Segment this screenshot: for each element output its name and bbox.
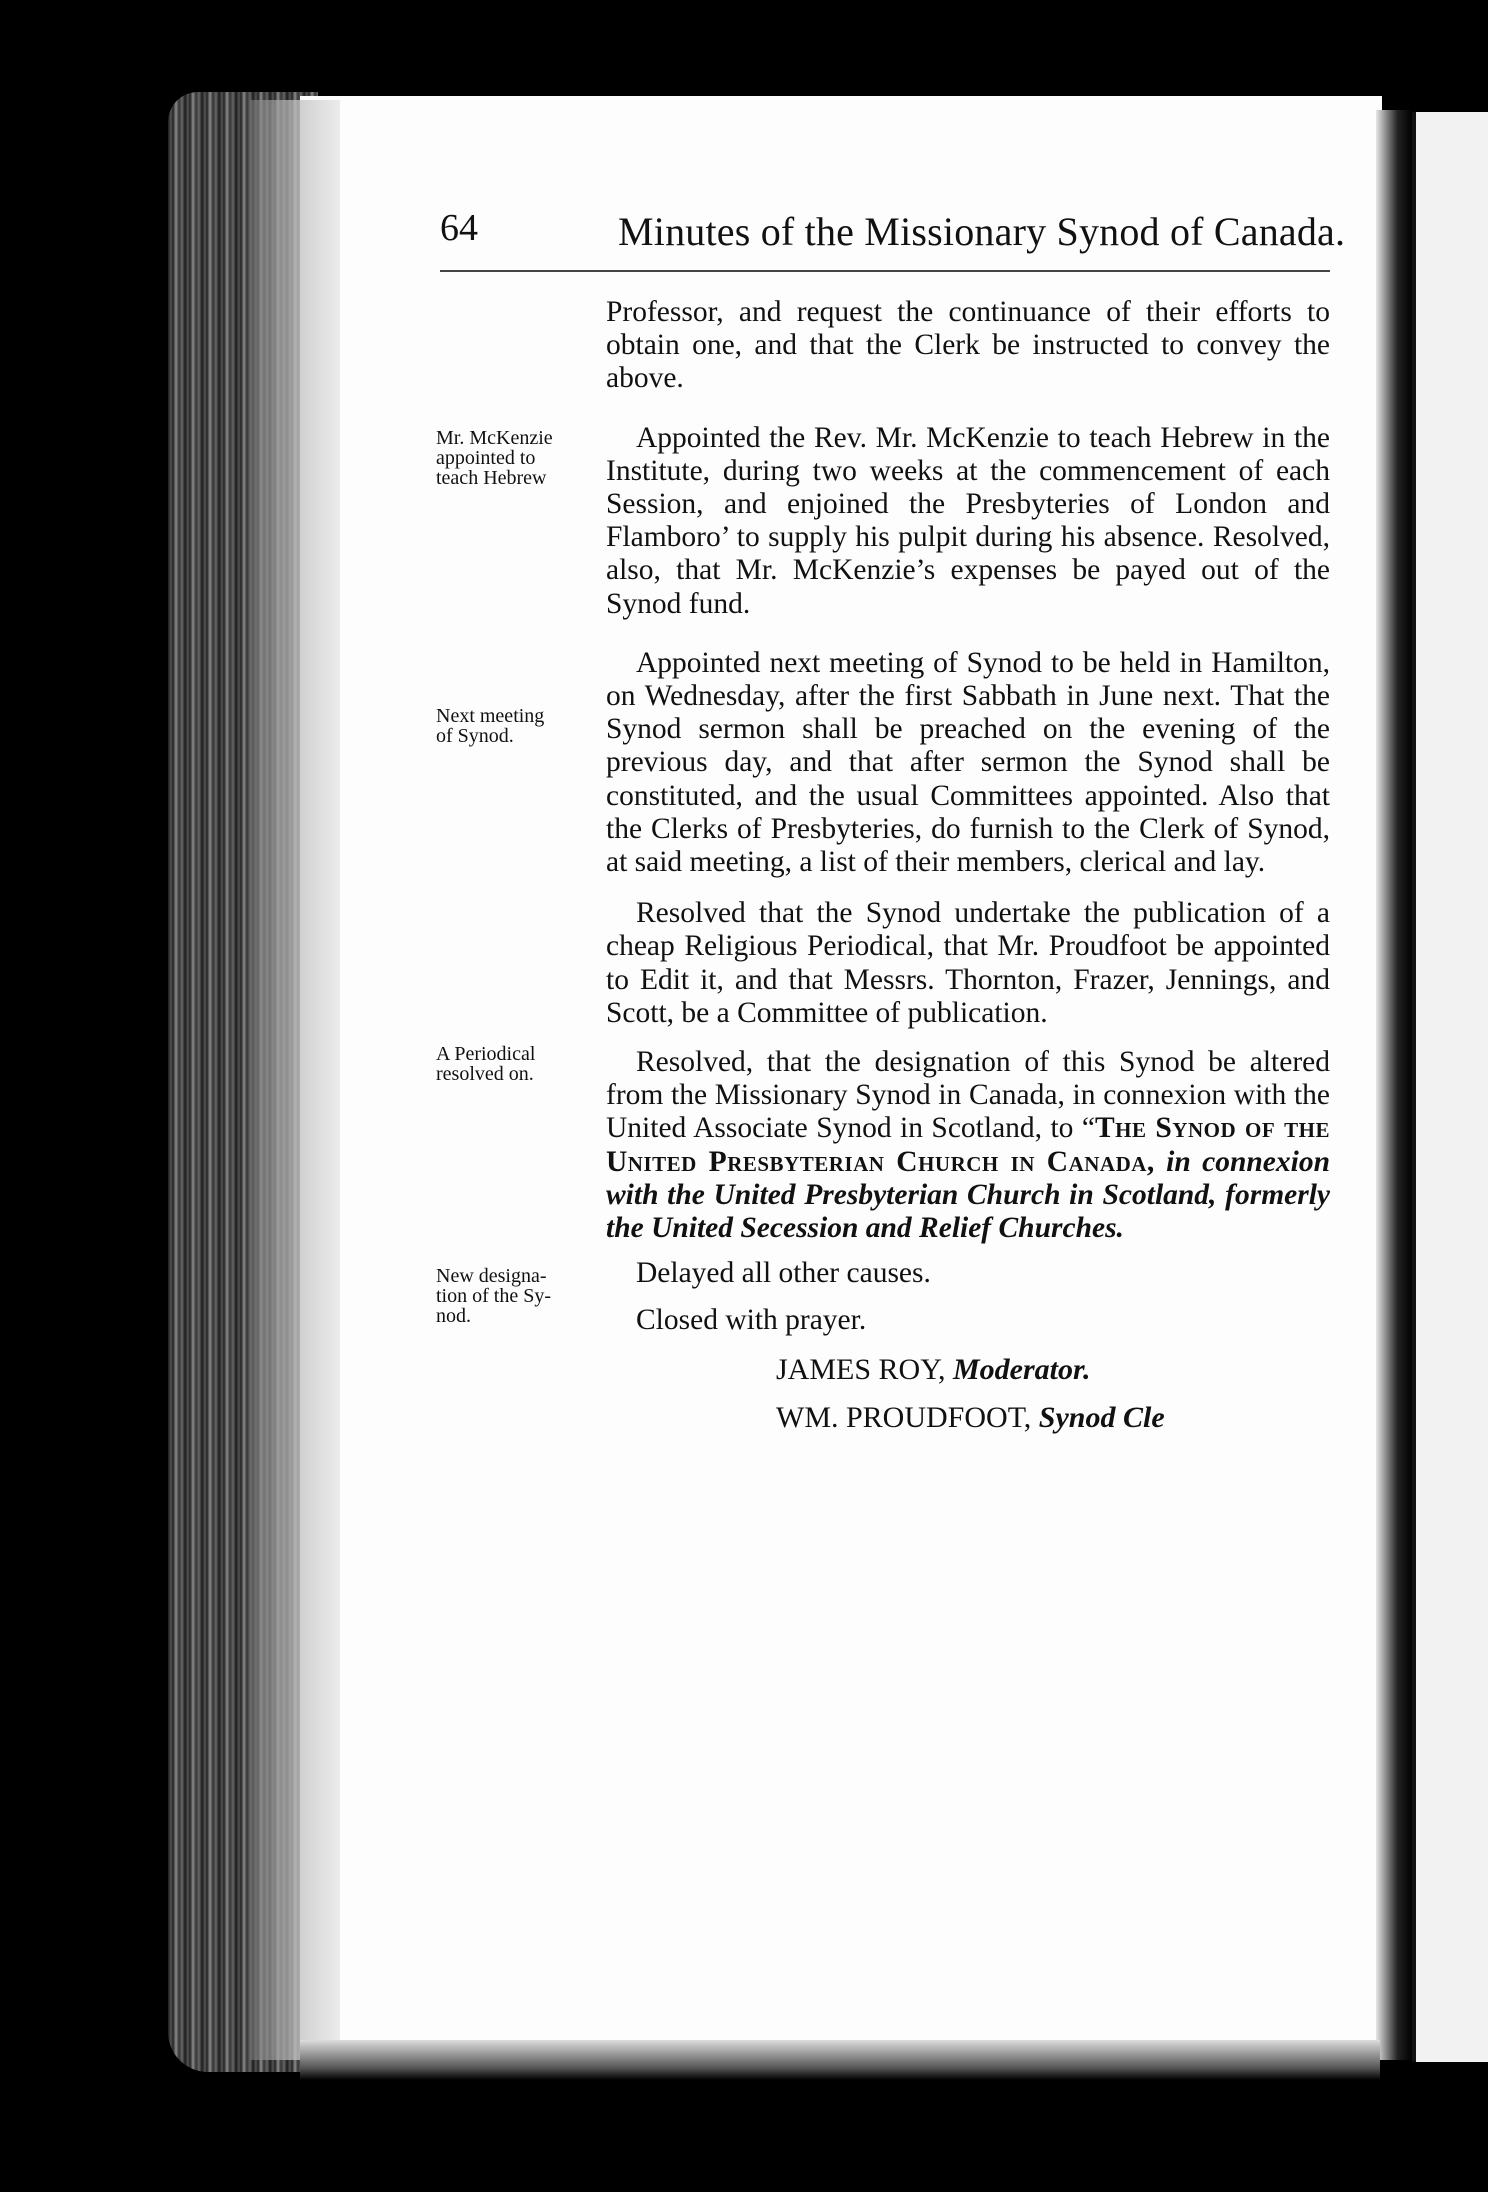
body-text: [606, 296, 1330, 1442]
margin-note-line: nod.: [436, 1305, 471, 1327]
margin-note-line: teach Hebrew: [436, 467, 547, 489]
designation-text: Resolved, that the designation of this Synod be altered from the Missionary Synod in Canada, in connexion with the United Associate Synod in Scotland, to “: [606, 1046, 1330, 1145]
paragraph-designation: [606, 1046, 1330, 1245]
designation-connexion: in connexion with the United Presbyterian Church in Scotland, formerly the United Secession and Relief Churches.: [606, 1145, 1330, 1245]
header-rule: [440, 270, 1330, 272]
paragraph-mckenzie: Appointed the Rev. Mr. McKenzie to teach Hebrew in the Institute, during two weeks at the commencement of each Session, and enjoined the Presbyteries of London and Flamboro’ to supply his pulpit during his absence. Resolved, also, that Mr. McKenzie’s expenses be payed out of the Synod fund.: [606, 421, 1330, 620]
designation-synod-name: The Synod of the United Presbyterian Church in Canada,: [606, 1112, 1330, 1178]
moderator-title: Moderator.: [953, 1352, 1091, 1386]
moderator-name: JAMES ROY,: [776, 1352, 946, 1386]
clerk-title: Synod Cle: [1038, 1400, 1165, 1434]
margin-note-periodical: [436, 1044, 604, 1084]
margin-note-line: tion of the Sy-: [436, 1285, 551, 1307]
paragraph-periodical: Resolved that the Synod undertake the publication of a cheap Religious Periodical, that Mr. Proudfoot be appointed to Edit it, and that Messrs. Thornton, Frazer, Jennings, and Scott, be a Committee of publication.: [606, 897, 1330, 1029]
page-number: 64: [440, 207, 478, 249]
line-delayed: Delayed all other causes.: [636, 1257, 931, 1290]
margin-note-line: Next meeting: [436, 705, 545, 727]
margin-note-line: of Synod.: [436, 725, 514, 747]
signature-clerk: [606, 1394, 1330, 1442]
facing-page-edge: [1412, 112, 1488, 2062]
margin-note-designation: [436, 1266, 604, 1326]
margin-note-mckenzie: [436, 428, 604, 488]
margin-note-line: New designa-: [436, 1265, 547, 1287]
paragraph-continuation: Professor, and request the continuance of their efforts to obtain one, and that the Clerk be instructed to convey the above.: [606, 296, 1330, 395]
running-head: [440, 200, 1346, 260]
line-closed: Closed with prayer.: [636, 1304, 867, 1337]
book-binding: [1376, 110, 1412, 2060]
page-gutter-shadow: [250, 100, 340, 2060]
margin-note-line: resolved on.: [436, 1063, 534, 1085]
clerk-name: WM. PROUDFOOT,: [776, 1400, 1032, 1434]
margin-note-line: appointed to: [436, 447, 536, 469]
margin-note-next-meeting: [436, 706, 604, 746]
margin-note-line: Mr. McKenzie: [436, 427, 553, 449]
signature-moderator: [606, 1346, 1330, 1394]
paragraph-next-meeting: Appointed next meeting of Synod to be held in Hamilton, on Wednesday, after the first Sabbath in June next. That the Synod sermon shall be preached on the evening of the previous day, and that after sermon the Synod shall be constituted, and the usual Committees appointed. Also that the Clerks of Presbyteries, do furnish to the Clerk of Synod, at said meeting, a list of their members, clerical and lay.: [606, 646, 1330, 879]
margin-note-line: A Periodical: [436, 1043, 536, 1065]
page-bottom-edge: [300, 2040, 1380, 2080]
running-title: Minutes of the Missionary Synod of Canada.: [618, 209, 1346, 254]
